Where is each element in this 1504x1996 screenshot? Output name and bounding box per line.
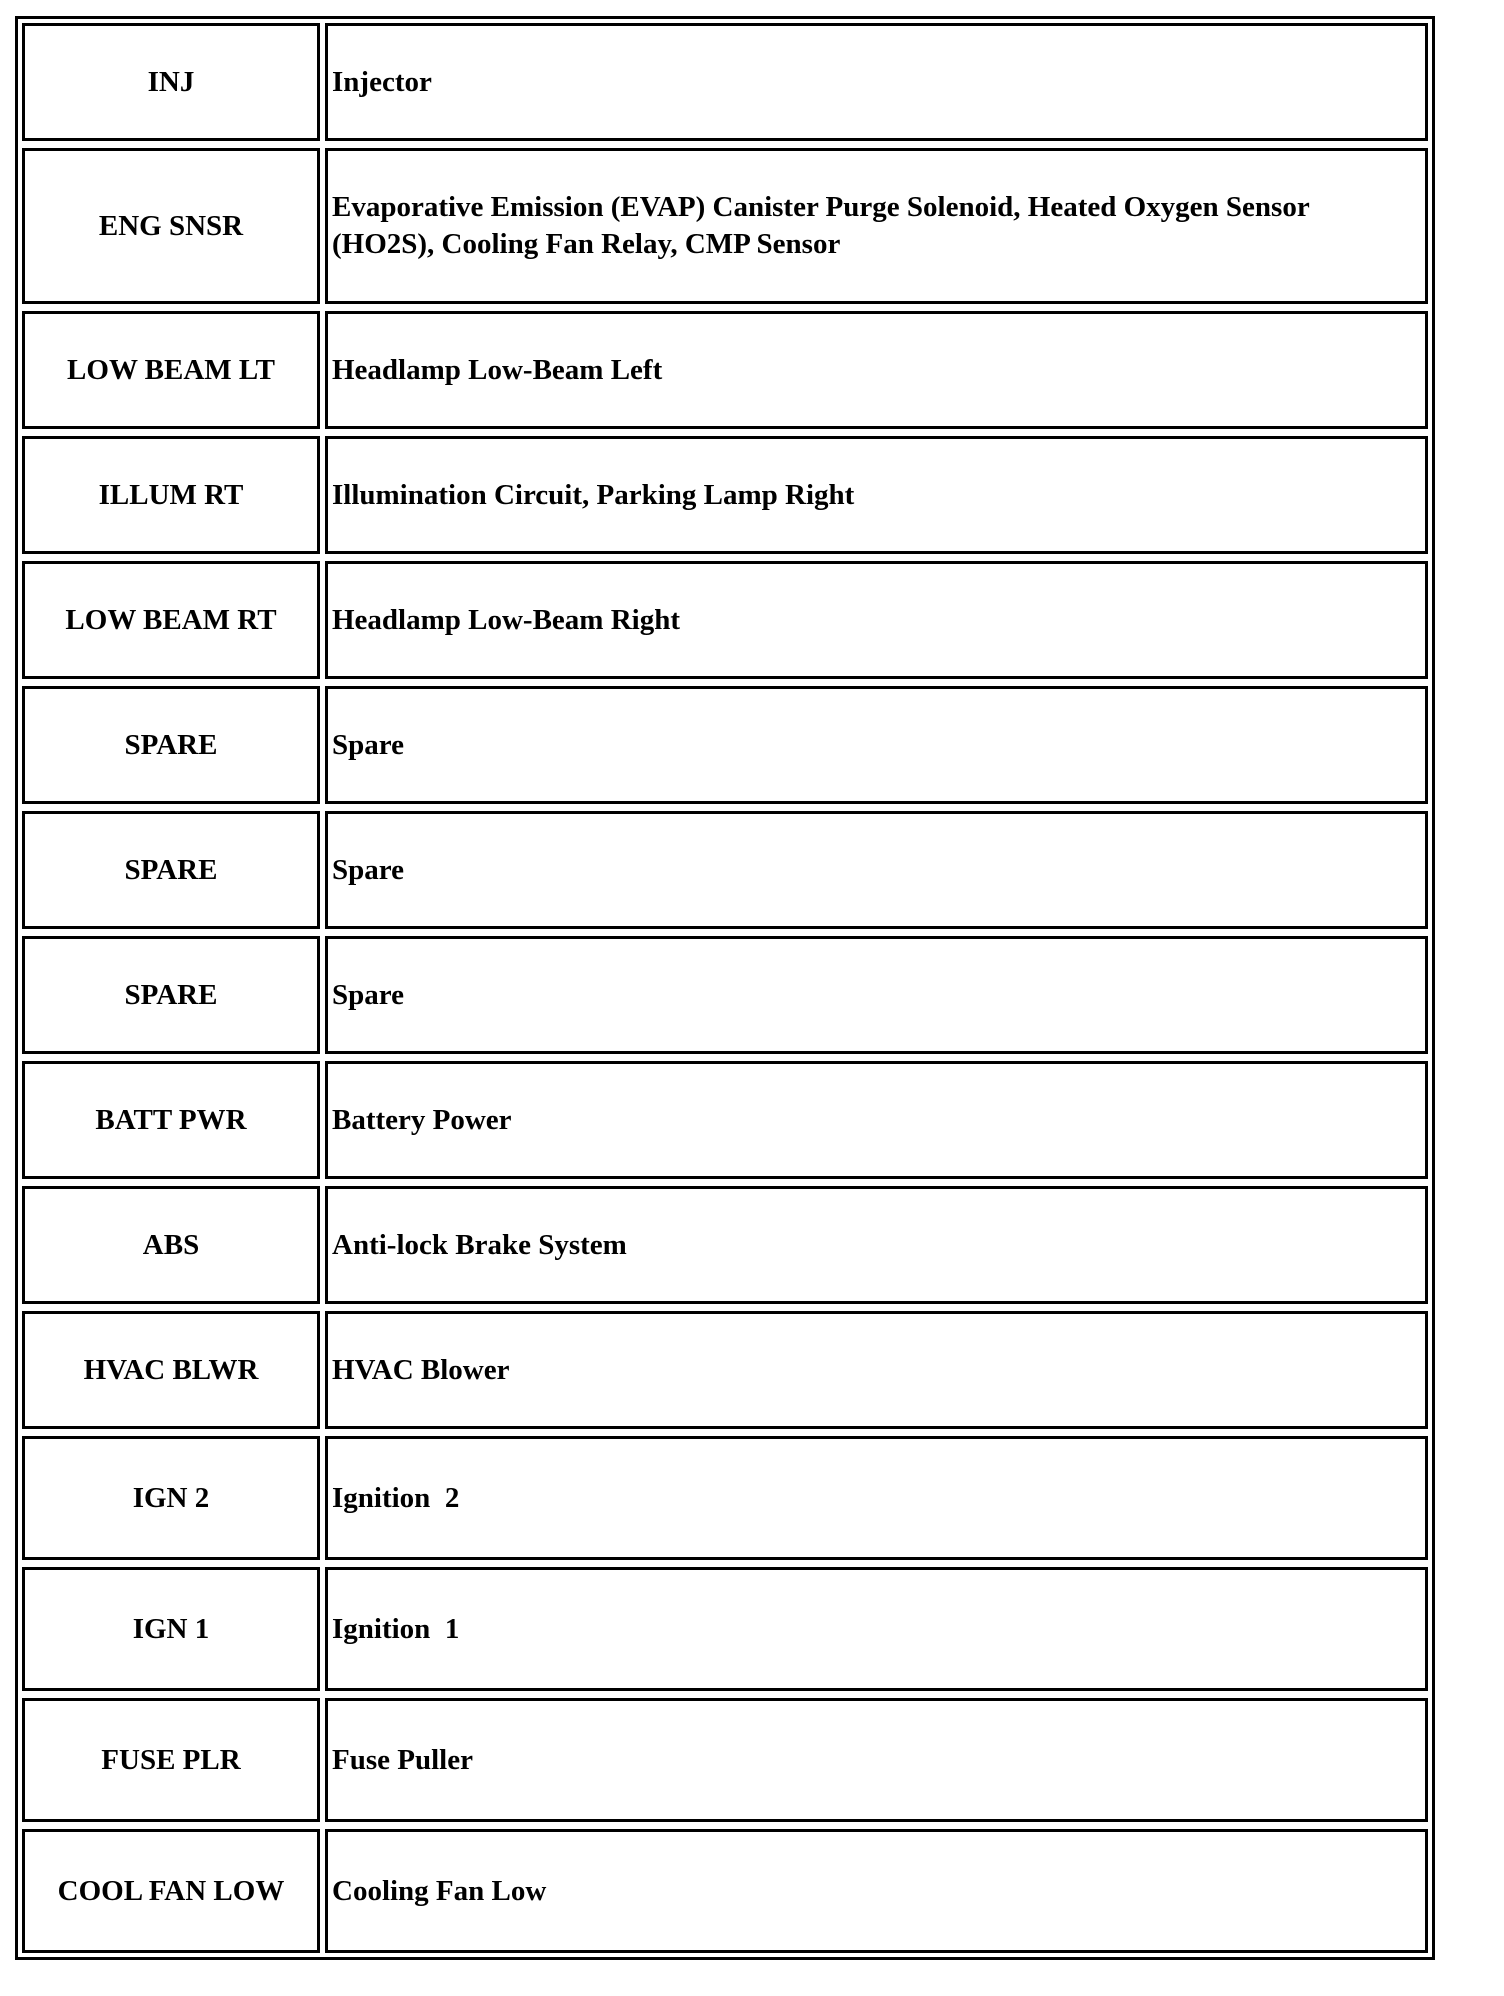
fuse-description: Battery Power xyxy=(325,1061,1428,1179)
fuse-code: HVAC BLWR xyxy=(22,1311,320,1429)
fuse-code: ENG SNSR xyxy=(22,148,320,304)
fuse-code: FUSE PLR xyxy=(22,1698,320,1822)
fuse-code: INJ xyxy=(22,23,320,141)
fuse-description: Illumination Circuit, Parking Lamp Right xyxy=(325,436,1428,554)
fuse-code: COOL FAN LOW xyxy=(22,1829,320,1953)
fuse-code: IGN 2 xyxy=(22,1436,320,1560)
fuse-description: Injector xyxy=(325,23,1428,141)
table-row xyxy=(22,1567,1428,1691)
table-row xyxy=(22,1311,1428,1429)
table-row xyxy=(22,436,1428,554)
fuse-description: Spare xyxy=(325,936,1428,1054)
fuse-description: Headlamp Low-Beam Right xyxy=(325,561,1428,679)
table-row xyxy=(22,1829,1428,1953)
table-row xyxy=(22,148,1428,304)
table-row xyxy=(22,811,1428,929)
fuse-description: Ignition 2 xyxy=(325,1436,1428,1560)
fuse-table xyxy=(17,16,1433,1960)
fuse-code: SPARE xyxy=(22,936,320,1054)
fuse-description: Anti-lock Brake System xyxy=(325,1186,1428,1304)
table-row xyxy=(22,936,1428,1054)
fuse-description: Cooling Fan Low xyxy=(325,1829,1428,1953)
fuse-description: Ignition 1 xyxy=(325,1567,1428,1691)
fuse-description: Evaporative Emission (EVAP) Canister Purge Solenoid, Heated Oxygen Sensor (HO2S), Cooling Fan Relay, CMP Sensor xyxy=(325,148,1428,304)
table-row xyxy=(22,1698,1428,1822)
table-row xyxy=(22,23,1428,141)
table-row xyxy=(22,1436,1428,1560)
fuse-code: SPARE xyxy=(22,811,320,929)
fuse-code: LOW BEAM RT xyxy=(22,561,320,679)
table-row xyxy=(22,311,1428,429)
table-row xyxy=(22,686,1428,804)
table-row xyxy=(22,561,1428,679)
table-row xyxy=(22,1061,1428,1179)
table-row xyxy=(22,1186,1428,1304)
fuse-code: SPARE xyxy=(22,686,320,804)
fuse-code: ILLUM RT xyxy=(22,436,320,554)
fuse-code: IGN 1 xyxy=(22,1567,320,1691)
fuse-code: BATT PWR xyxy=(22,1061,320,1179)
fuse-description: Headlamp Low-Beam Left xyxy=(325,311,1428,429)
fuse-description: Fuse Puller xyxy=(325,1698,1428,1822)
fuse-code: LOW BEAM LT xyxy=(22,311,320,429)
fuse-description: Spare xyxy=(325,686,1428,804)
fuse-code: ABS xyxy=(22,1186,320,1304)
fuse-description: Spare xyxy=(325,811,1428,929)
fuse-description: HVAC Blower xyxy=(325,1311,1428,1429)
fuse-table-frame xyxy=(15,16,1435,1960)
